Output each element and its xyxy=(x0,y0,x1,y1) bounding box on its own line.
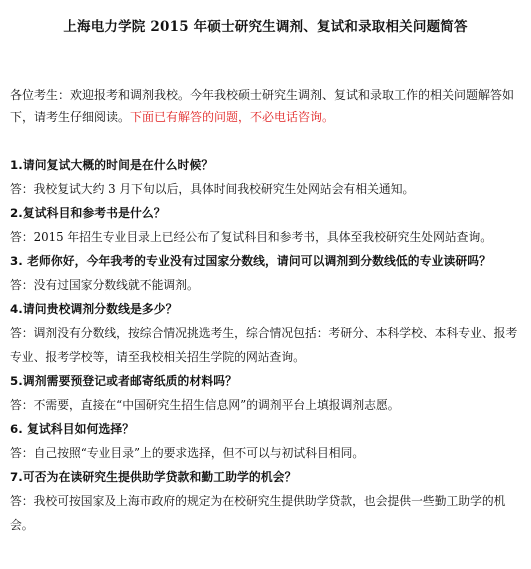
faq-item xyxy=(10,369,521,417)
intro-paragraph xyxy=(10,84,521,128)
faq-question: 2.复试科目和参考书是什么？ xyxy=(10,206,166,220)
faq-list xyxy=(10,153,521,537)
faq-question: 5.调剂需要预登记或者邮寄纸质的材料吗？ xyxy=(10,374,238,388)
faq-question: 3. 老师你好，今年我考的专业没有过国家分数线，请问可以调剂到分数线低的专业读研吗？ xyxy=(10,254,492,268)
faq-answer: 答：调剂没有分数线，按综合情况挑选考生，综合情况包括：考研分、本科学校、本科专业、报考专业、报考学校等，请至我校相关招生学院的网站查询。 xyxy=(10,326,518,364)
faq-item xyxy=(10,249,521,297)
faq-question: 1.请问复试大概的时间是在什么时候？ xyxy=(10,158,214,172)
faq-item xyxy=(10,297,521,369)
document-title: 上海电力学院 2015 年硕士研究生调剂、复试和录取相关问题简答 xyxy=(63,19,468,35)
faq-item xyxy=(10,153,521,201)
faq-answer: 答：2015 年招生专业目录上已经公布了复试科目和参考书，具体至我校研究生处网站查询。 xyxy=(10,230,493,244)
faq-question: 6. 复试科目如何选择？ xyxy=(10,422,135,436)
faq-answer: 答：没有过国家分数线就不能调剂。 xyxy=(10,278,199,292)
faq-item xyxy=(10,417,521,465)
faq-item xyxy=(10,201,521,249)
faq-answer: 答：不需要，直接在“中国研究生招生信息网”的调剂平台上填报调剂志愿。 xyxy=(10,398,400,412)
faq-answer: 答：我校复试大约 3 月下旬以后，具体时间我校研究生处网站会有相关通知。 xyxy=(10,182,415,196)
intro-highlight-note: 下面已有解答的问题，不必电话咨询。 xyxy=(130,110,335,124)
faq-question: 4.请问贵校调剂分数线是多少？ xyxy=(10,302,178,316)
faq-item xyxy=(10,465,521,537)
intro-text: 各位考生：欢迎报考和调剂我校。今年我校硕士研究生调剂、复试和录取工作的相关问题解答如下，请考生仔细阅读。 xyxy=(10,88,515,124)
faq-question: 7.可否为在读研究生提供助学贷款和勤工助学的机会？ xyxy=(10,470,297,484)
faq-answer: 答：自己按照“专业目录”上的要求选择，但不可以与初试科目相同。 xyxy=(10,446,365,460)
faq-answer: 答：我校可按国家及上海市政府的规定为在校研究生提供助学贷款，也会提供一些勤工助学的机会。 xyxy=(10,494,506,532)
